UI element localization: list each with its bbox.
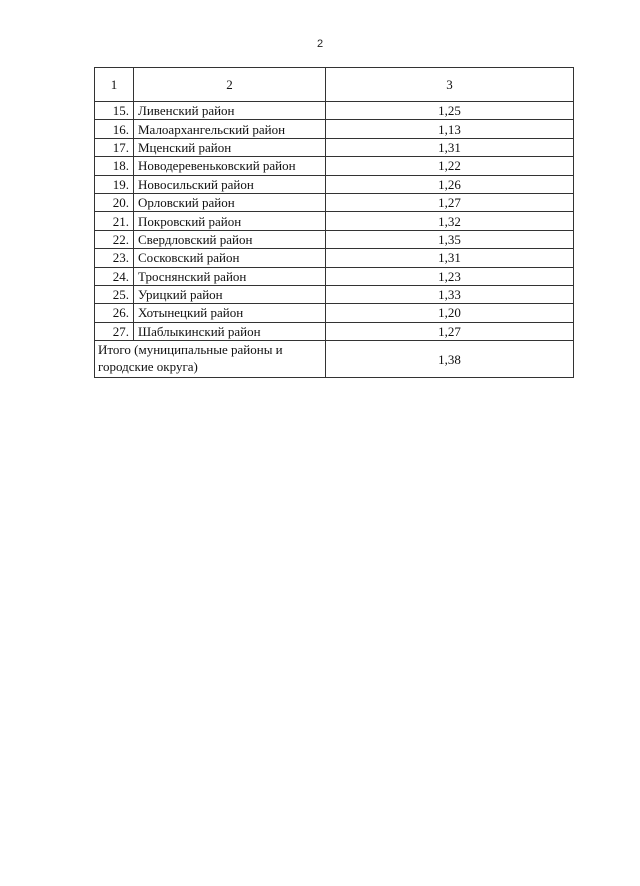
table-row <box>95 249 574 267</box>
header-col-1: 1 <box>95 68 134 102</box>
table-row <box>95 322 574 340</box>
coefficient-value: 1,31 <box>326 249 574 267</box>
coefficient-value: 1,33 <box>326 285 574 303</box>
total-label: Итого (муниципальные районы и городские округа) <box>95 341 326 378</box>
district-name: Орловский район <box>134 193 326 211</box>
table-row <box>95 267 574 285</box>
row-number: 26. <box>95 304 134 322</box>
coefficient-value: 1,32 <box>326 212 574 230</box>
coefficients-table <box>94 67 574 378</box>
district-name: Новосильский район <box>134 175 326 193</box>
coefficient-value: 1,31 <box>326 138 574 156</box>
coefficient-value: 1,35 <box>326 230 574 248</box>
district-name: Малоархангельский район <box>134 120 326 138</box>
table-row <box>95 102 574 120</box>
row-number: 21. <box>95 212 134 230</box>
row-number: 25. <box>95 285 134 303</box>
table-row <box>95 157 574 175</box>
district-name: Троснянский район <box>134 267 326 285</box>
district-name: Урицкий район <box>134 285 326 303</box>
row-number: 15. <box>95 102 134 120</box>
table-row <box>95 175 574 193</box>
coefficient-value: 1,20 <box>326 304 574 322</box>
district-name: Ливенский район <box>134 102 326 120</box>
district-name: Покровский район <box>134 212 326 230</box>
row-number: 17. <box>95 138 134 156</box>
row-number: 23. <box>95 249 134 267</box>
row-number: 20. <box>95 193 134 211</box>
row-number: 27. <box>95 322 134 340</box>
table-row <box>95 120 574 138</box>
coefficient-value: 1,13 <box>326 120 574 138</box>
table-row <box>95 285 574 303</box>
row-number: 19. <box>95 175 134 193</box>
row-number: 24. <box>95 267 134 285</box>
table-row <box>95 212 574 230</box>
header-col-3: 3 <box>326 68 574 102</box>
district-name: Шаблыкинский район <box>134 322 326 340</box>
row-number: 18. <box>95 157 134 175</box>
district-name: Мценский район <box>134 138 326 156</box>
table-row <box>95 193 574 211</box>
table-header-row <box>95 68 574 102</box>
coefficient-value: 1,26 <box>326 175 574 193</box>
table-row <box>95 304 574 322</box>
header-col-2: 2 <box>134 68 326 102</box>
coefficient-value: 1,25 <box>326 102 574 120</box>
district-name: Хотынецкий район <box>134 304 326 322</box>
coefficient-value: 1,27 <box>326 193 574 211</box>
district-name: Новодеревеньковский район <box>134 157 326 175</box>
table-row <box>95 230 574 248</box>
page-number: 2 <box>316 38 324 50</box>
district-name: Свердловский район <box>134 230 326 248</box>
row-number: 16. <box>95 120 134 138</box>
total-value: 1,38 <box>326 341 574 378</box>
row-number: 22. <box>95 230 134 248</box>
district-name: Сосковский район <box>134 249 326 267</box>
total-row <box>95 341 574 378</box>
coefficient-value: 1,22 <box>326 157 574 175</box>
coefficient-value: 1,23 <box>326 267 574 285</box>
coefficient-value: 1,27 <box>326 322 574 340</box>
table-row <box>95 138 574 156</box>
